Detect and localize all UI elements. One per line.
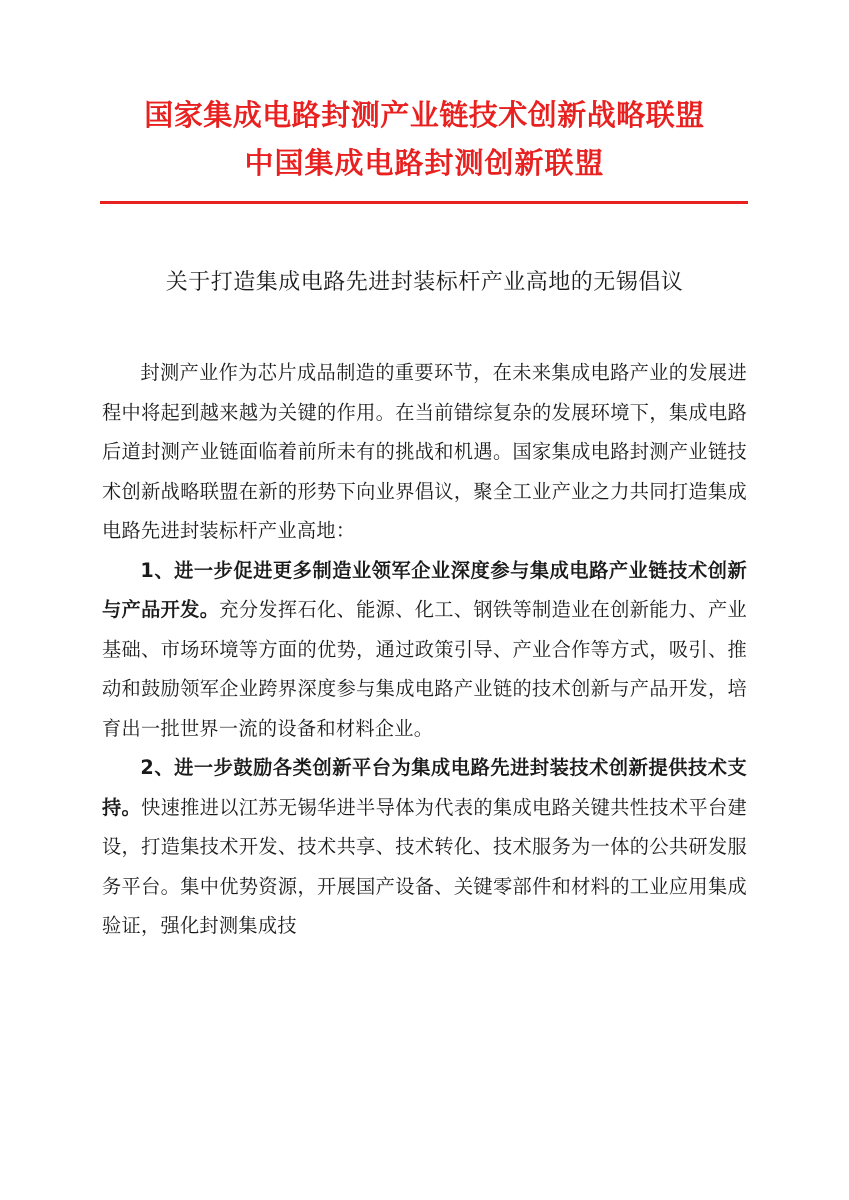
item-2-paragraph [102, 748, 747, 946]
item-2-body: 快速推进以江苏无锡华进半导体为代表的集成电路关键共性技术平台建设，打造集技术开发、技术共享、技术转化、技术服务为一体的公共研发服务平台。集中优势资源，开展国产设备、关键零部件和材料的工业应用集成验证，强化封测集成技 [102, 795, 747, 937]
item-2-lead: 2、进一步鼓励各类创新平台为集成电路先进封装技术创新提供技术支持。 [102, 756, 747, 819]
alliance-name-secondary: 中国集成电路封测创新联盟 [244, 146, 605, 180]
document-body [102, 353, 747, 946]
item-1-lead: 1、进一步促进更多制造业领军企业深度参与集成电路产业链技术创新与产品开发。 [102, 558, 747, 621]
alliance-name-primary: 国家集成电路封测产业链技术创新战略联盟 [144, 98, 705, 132]
item-1-body: 充分发挥石化、能源、化工、钢铁等制造业在创新能力、产业基础、市场环境等方面的优势，通过政策引导、产业合作等方式，吸引、推动和鼓励领军企业跨界深度参与集成电路产业链的技术创新与产品开发，培育出一批世界一流的设备和材料企业。 [102, 598, 747, 740]
document-title: 关于打造集成电路先进封装标杆产业高地的无锡倡议 [165, 270, 684, 295]
item-1-paragraph [102, 551, 747, 749]
intro-paragraph: 封测产业作为芯片成品制造的重要环节，在未来集成电路产业的发展进程中将起到越来越为关键的作用。在当前错综复杂的发展环境下，集成电路后道封测产业链面临着前所未有的挑战和机遇。国家集成电路封测产业链技术创新战略联盟在新的形势下向业界倡议，聚全工业产业之力共同打造集成电路先进封装标杆产业高地： [102, 361, 747, 542]
header-divider [100, 201, 748, 204]
